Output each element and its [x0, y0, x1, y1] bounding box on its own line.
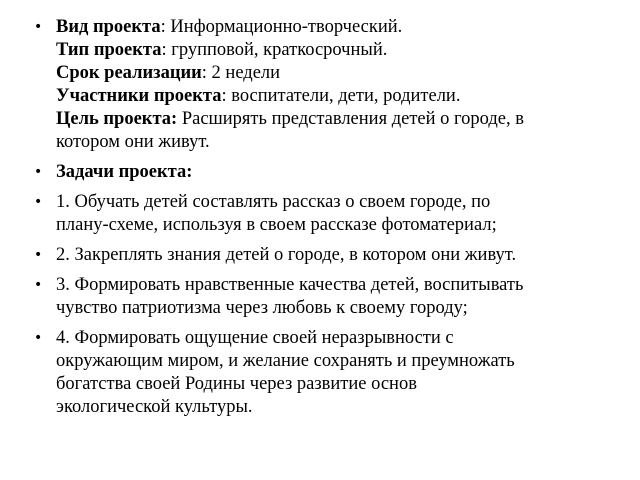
- task-4-line-3: богатства своей Родины через развитие основ: [56, 374, 417, 394]
- bullet-task-3: [36, 274, 611, 320]
- project-term-line: [56, 62, 611, 85]
- task-3-line-2: чувство патриотизма через любовь к своему городу;: [56, 298, 468, 318]
- project-goal-line: [56, 108, 611, 131]
- bullet-dot-icon: •: [34, 330, 43, 346]
- project-type-label: Вид проекта: [56, 17, 161, 37]
- task-4-line-1: 4. Формировать ощущение своей неразрывности с: [56, 328, 454, 348]
- project-goal-value: Расширять представления детей о городе, в: [177, 109, 524, 129]
- project-goal-line-2: котором они живут.: [56, 132, 210, 152]
- bullet-list: [36, 16, 611, 426]
- project-kind-label: Тип проекта: [56, 40, 162, 60]
- task-2-line-1: 2. Закреплять знания детей о городе, в котором они живут.: [56, 245, 517, 265]
- task-4-line-4: экологической культуры.: [56, 397, 253, 417]
- bullet-dot-icon: •: [34, 194, 43, 210]
- bullet-project-info: [36, 16, 611, 154]
- project-goal-label: Цель проекта:: [56, 109, 178, 129]
- bullet-task-1: [36, 191, 611, 237]
- task-4-line-2: окружающим миром, и желание сохранять и преумножать: [56, 351, 515, 371]
- project-participants-line: [56, 85, 611, 108]
- bullet-dot-icon: •: [34, 277, 43, 293]
- project-term-value: : 2 недели: [201, 63, 281, 83]
- project-term-label: Срок реализации: [56, 63, 202, 83]
- task-1-line-2: плану-схеме, используя в своем рассказе фотоматериал;: [56, 215, 497, 235]
- project-kind-line: [56, 39, 611, 62]
- project-participants-value: : воспитатели, дети, родители.: [221, 86, 461, 106]
- project-type-line: [56, 16, 611, 39]
- project-kind-value: : групповой, краткосрочный.: [161, 40, 388, 60]
- project-type-value: : Информационно-творческий.: [160, 17, 403, 37]
- task-3-line-1: 3. Формировать нравственные качества детей, воспитывать: [56, 275, 524, 295]
- bullet-dot-icon: •: [34, 164, 43, 180]
- bullet-task-2: [36, 244, 611, 267]
- tasks-heading: Задачи проекта:: [56, 162, 193, 182]
- bullet-dot-icon: •: [34, 19, 43, 35]
- task-1-line-1: 1. Обучать детей составлять рассказ о своем городе, по: [56, 192, 491, 212]
- bullet-tasks-heading: [36, 161, 611, 184]
- bullet-task-4: [36, 327, 611, 419]
- bullet-dot-icon: •: [34, 247, 43, 263]
- project-participants-label: Участники проекта: [56, 86, 222, 106]
